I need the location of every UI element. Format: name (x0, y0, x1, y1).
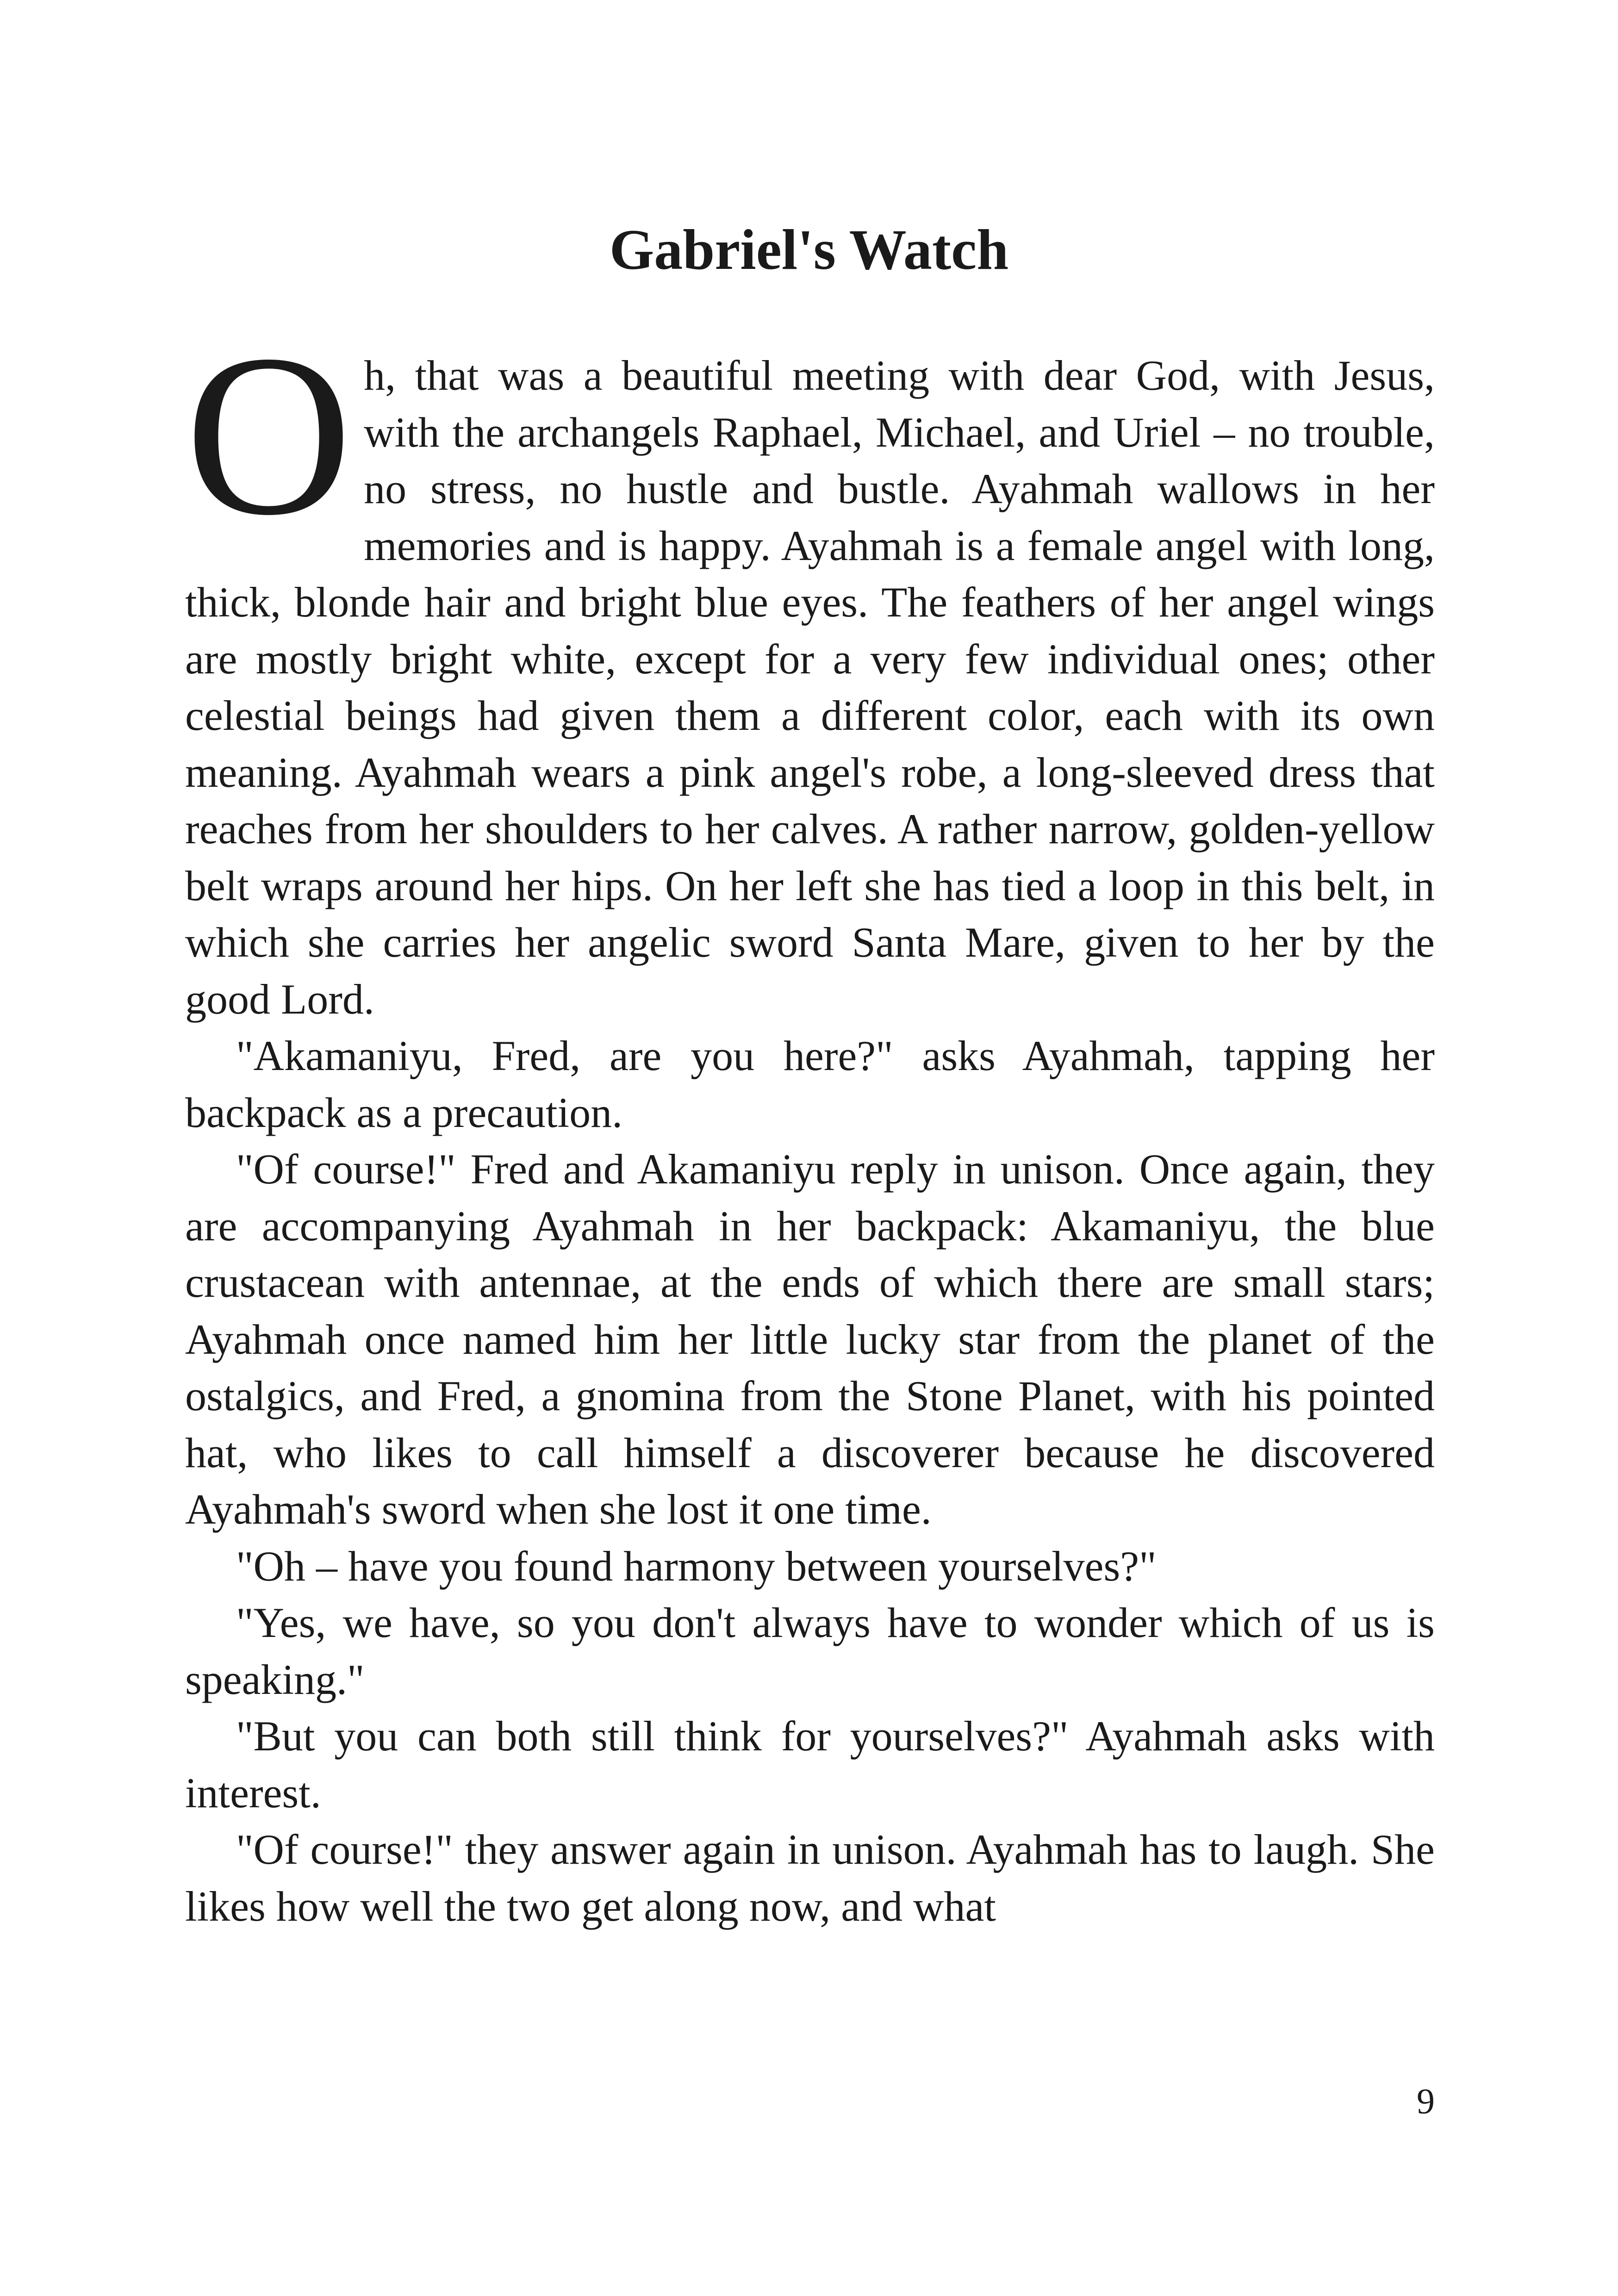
drop-cap: O (185, 307, 353, 563)
paragraph-2: "Akamaniyu, Fred, are you here?" asks Ayahmah, tapping her backpack as a precaution. (185, 1032, 1435, 1136)
chapter-body (185, 307, 1435, 1935)
paragraph-text: h, that was a beautiful meeting with dear God, with Jesus, with the archangels Raphael, Michael, and Uriel – no trouble, no stress, no hustle and bustle. Ayahmah wallows in her memories and is happy. Ayahmah is a female angel with long, thick, blonde hair and bright blue eyes. The feathers of her angel wings are mostly bright white, except for a very few individual ones; other celestial beings had given them a different color, each with its own meaning. Ayahmah wears a pink angel's robe, a long-sleeved dress that reaches from her shoulders to her calves. A rather narrow, golden-yellow belt wraps around her hips. On her left she has tied a loop in this belt, in which she carries her angelic sword Santa Mare, given to her by the good Lord. (185, 352, 1435, 1023)
chapter-title: Gabriel's Watch (609, 218, 1009, 281)
paragraph-4: "Oh – have you found harmony between yourselves?" (236, 1542, 1157, 1590)
paragraph-7: "Of course!" they answer again in unison. Ayahmah has to laugh. She likes how well the two get along now, and what (185, 1826, 1435, 1930)
paragraph-5: "Yes, we have, so you don't always have to wonder which of us is speaking." (185, 1599, 1435, 1703)
page-number: 9 (1417, 2081, 1435, 2121)
paragraph-3: "Of course!" Fred and Akamaniyu reply in unison. Once again, they are accompanying Ayahmah in her backpack: Akamaniyu, the blue crustacean with antennae, at the ends of which there are small stars; Ayahmah once named him her little lucky star from the planet of the ostalgics, and Fred, a gnomina from the Stone Planet, with his pointed hat, who likes to call himself a discoverer because he discovered Ayahmah's sword when she lost it one time. (185, 1145, 1435, 1533)
paragraph-6: "But you can both still think for yourselves?" Ayahmah asks with interest. (185, 1712, 1435, 1817)
paragraph-1 (185, 307, 1435, 1027)
